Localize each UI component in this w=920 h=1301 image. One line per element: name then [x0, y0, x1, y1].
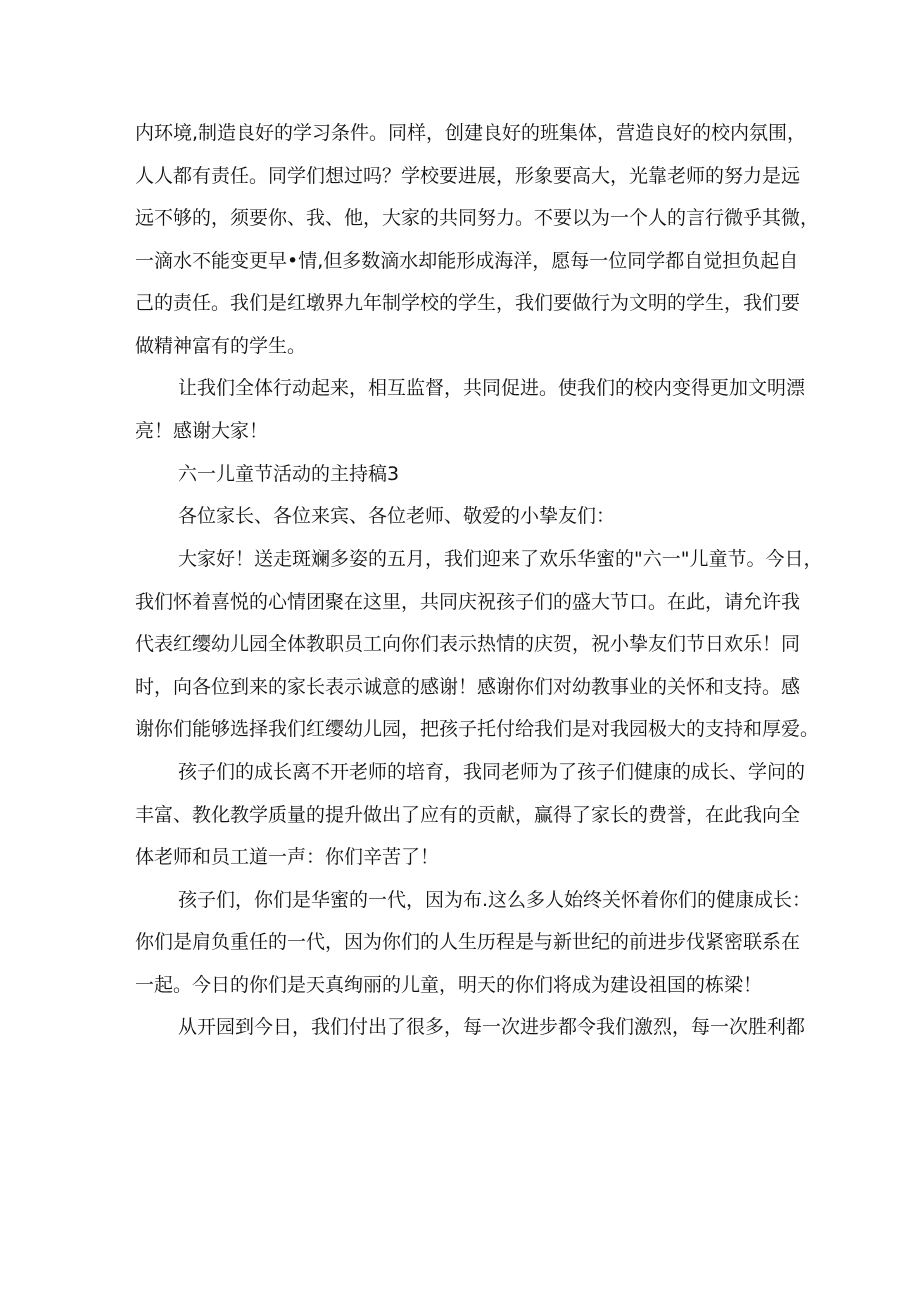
- text-line: 孩子们，你们是华蜜的一代，因为布.这么多人始终关怀着你们的健康成长：: [178, 889, 812, 911]
- text-line: 一起。今日的你们是天真绚丽的儿童，明天的你们将成为建设祖国的栋梁！: [135, 974, 763, 996]
- text-line: 远不够的，须要你、我、他，大家的共同努力。不要以为一个人的言行微乎其微，: [135, 207, 820, 229]
- text-line: 你们是肩负重任的一代，因为你们的人生历程是与新世纪的前进步伐紧密联系在: [135, 931, 801, 953]
- salutation: 各位家长、各位来宾、各位老师、敬爱的小挚友们：: [178, 505, 616, 527]
- text-line: 己的责任。我们是红墩界九年制学校的学生，我们要做行为文明的学生，我们要: [135, 292, 801, 314]
- text-line: 孩子们的成长离不开老师的培育，我同老师为了孩子们健康的成长、学问的: [178, 761, 806, 783]
- text-line: 做精神富有的学生。: [135, 335, 307, 357]
- text-line: 我们怀着喜悦的心情团聚在这里，共同庆祝孩子们的盛大节口。在此，请允许我: [135, 591, 801, 613]
- text-line: 丰富、教化教学质量的提升做出了应有的贡献，赢得了家长的费誉，在此我向全: [135, 804, 801, 826]
- text-line: 一滴水不能变更早•情,但多数滴水却能形成海洋，愿每一位同学都自觉担负起自: [135, 250, 799, 272]
- text-line: 让我们全体行动起来，相互监督，共同促进。使我们的校内变得更加文明漂: [178, 377, 806, 399]
- text-line: 谢你们能够选择我们红缨幼儿园，把孩子托付给我们是对我园极大的支持和厚爱。: [135, 718, 820, 740]
- text-line: 代表红缨幼儿园全体教职员工向你们表示热情的庆贺，祝小挚友们节日欢乐！同: [135, 633, 801, 655]
- text-line: 人人都有责任。同学们想过吗？学校要进展，形象要高大，光靠老师的努力是远: [135, 165, 801, 187]
- text-line: 体老师和员工道一声：你们辛苦了！: [135, 846, 440, 868]
- text-line: 内环境,制造良好的学习条件。同样，创建良好的班集体，营造良好的校内氛围，: [135, 122, 807, 144]
- section-heading: 六一儿童节活动的主持稿3: [178, 463, 400, 485]
- text-line: 亮！感谢大家！: [135, 420, 269, 442]
- text-line: 大家好！送走斑斓多姿的五月，我们迎来了欢乐华蜜的"六一"儿童节。今日，: [178, 548, 823, 570]
- text-line: 时，向各位到来的家长表示诚意的感谢！感谢你们对幼教事业的关怀和支持。感: [135, 676, 801, 698]
- text-line: 从开园到今日，我们付出了很多，每一次进步都令我们激烈，每一次胜利都: [178, 1016, 806, 1038]
